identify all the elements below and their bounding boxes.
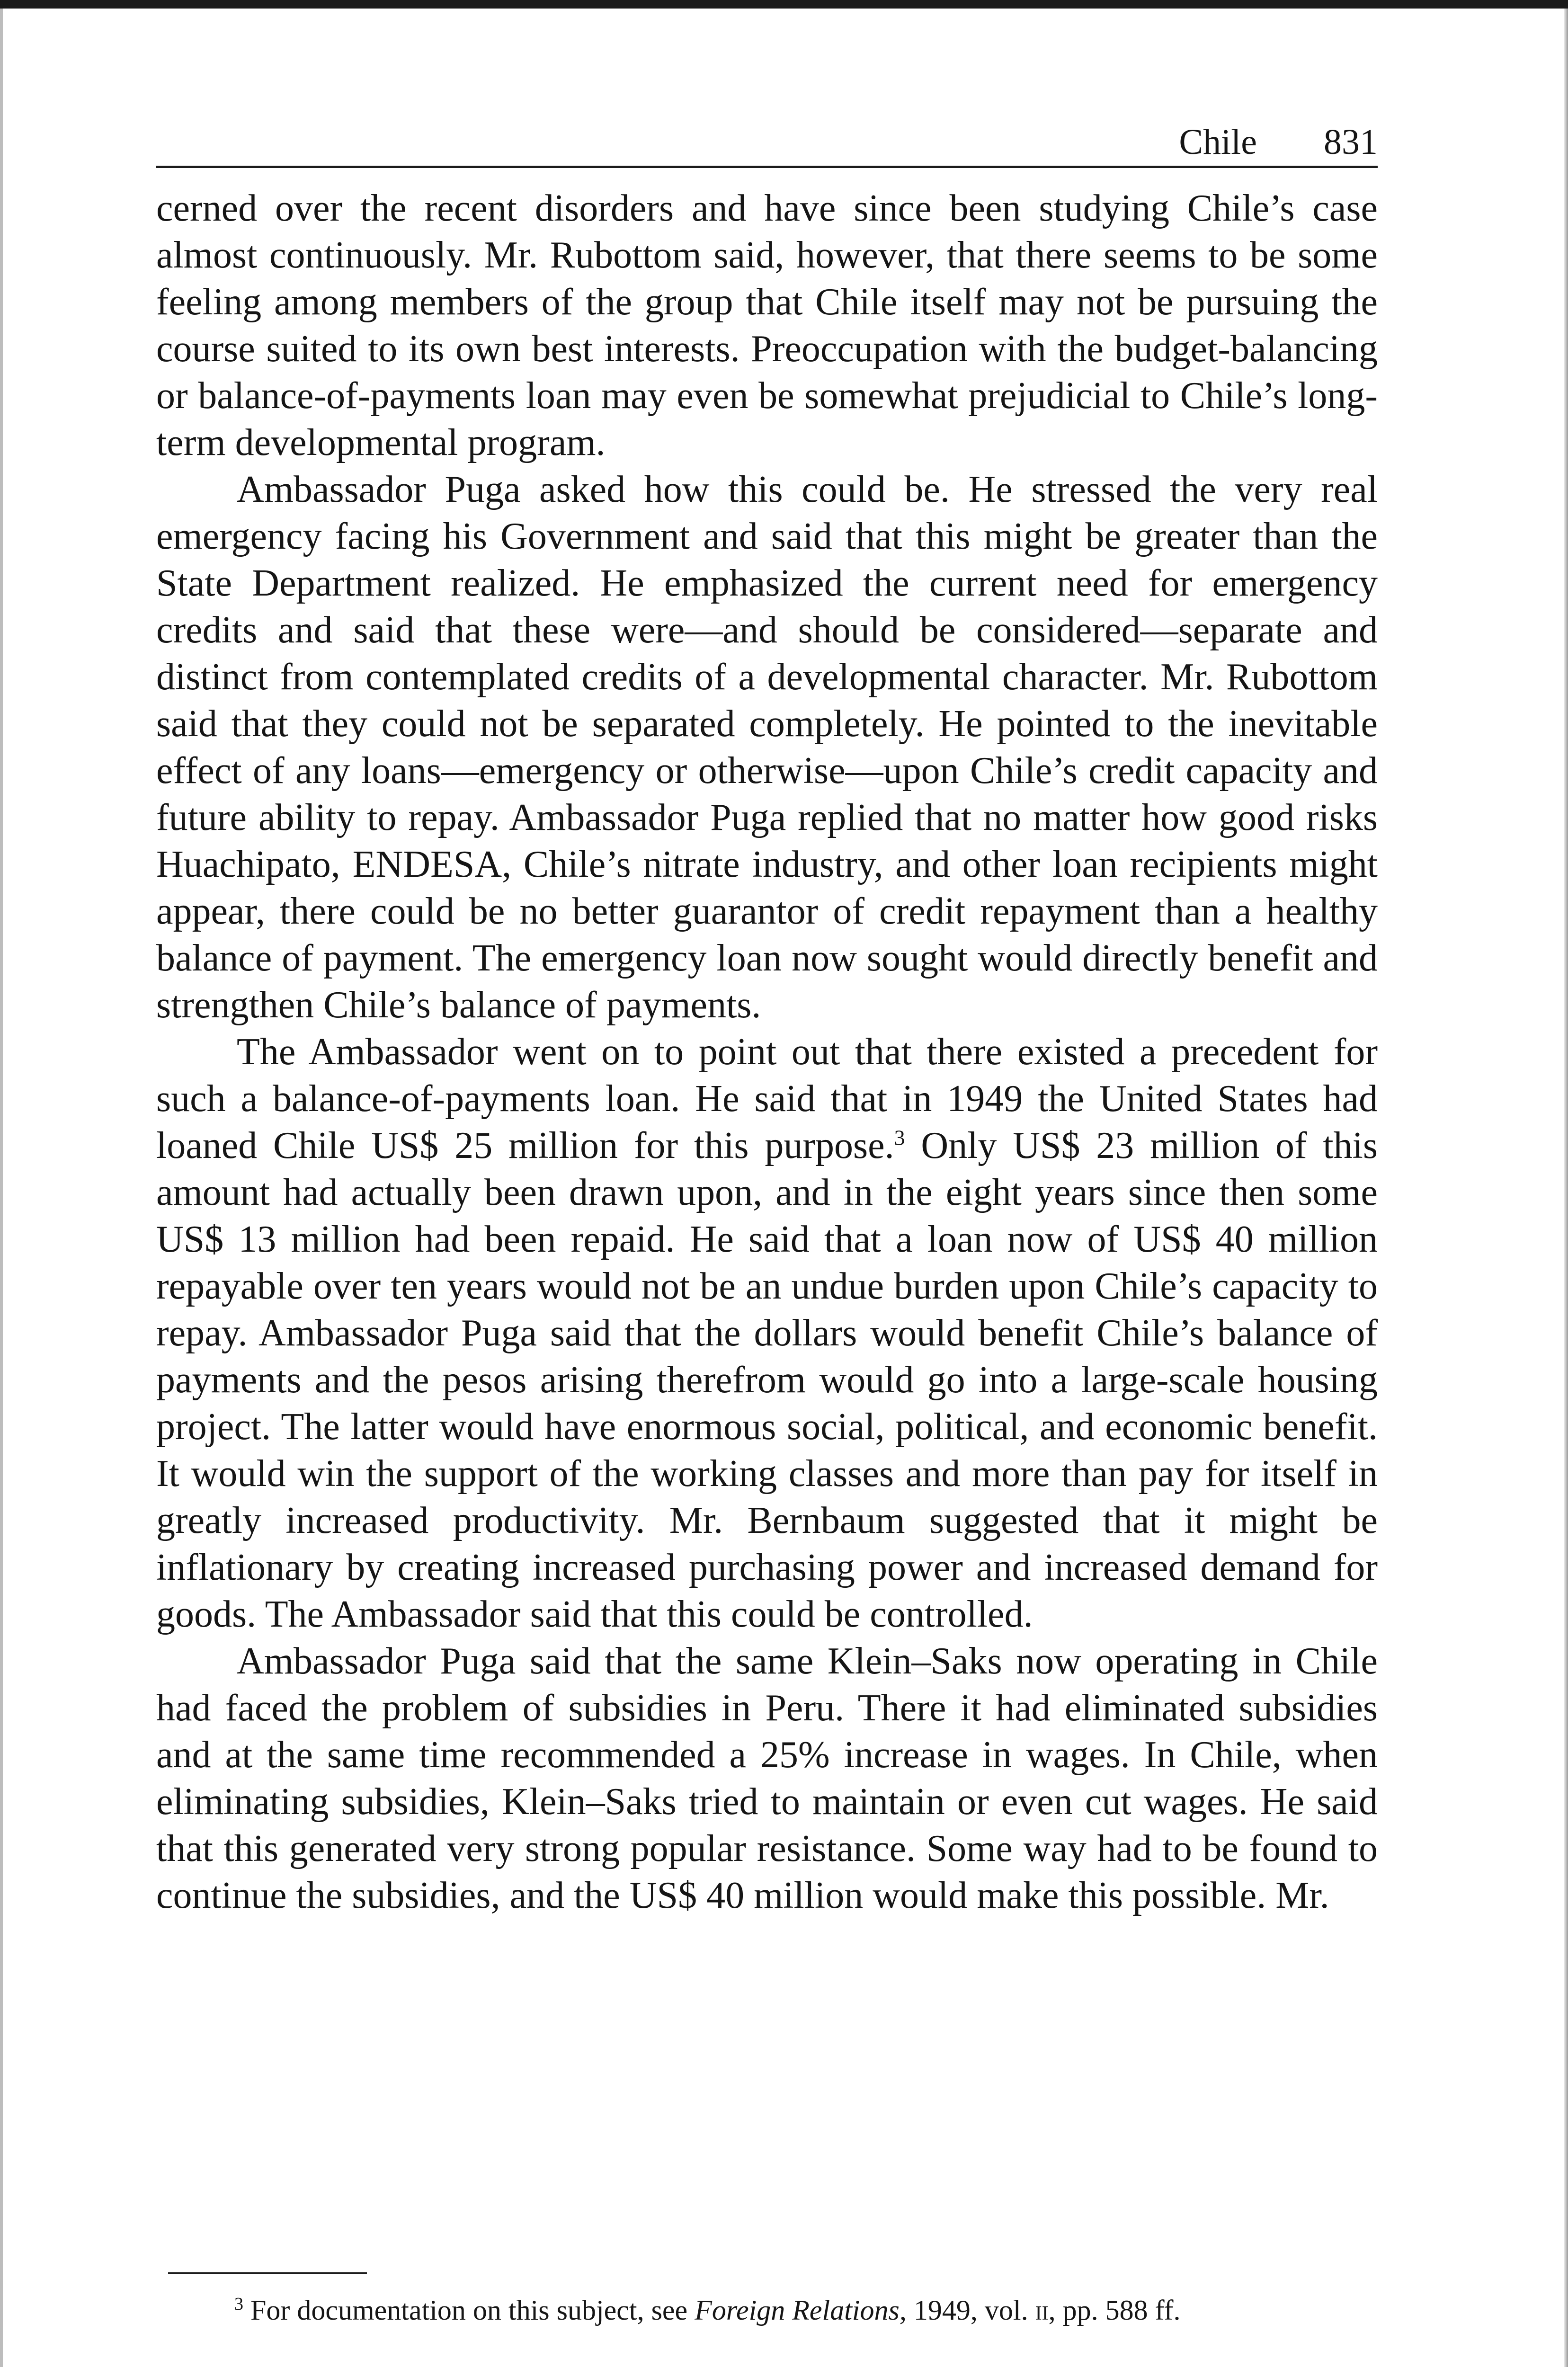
paragraph-3-text-after-note: Only US$ 23 million of this amount had actually been drawn upon, and in the eight years since then some US$ 13 million had been repaid. He said that a loan now of US$ 40 million repayable over ten years would not be an undue burden upon Chile’s capacity to repay. Ambassador Puga said that the dollars would benefit Chile’s balance of payments and the pesos arising therefrom would go into a large-scale housing project. The latter would have enormous social, political, and economic benefit. It would win the support of the working classes and more than pay for itself in greatly increased productivity. Mr. Bernbaum suggested that it might be inflationary by creating increased purchasing power and increased demand for goods. The Ambassador said that this could be controlled. bbox=[156, 1125, 1378, 1635]
footnote-3 bbox=[234, 2291, 1380, 2329]
document-page bbox=[156, 109, 1378, 1919]
page-number: 831 bbox=[1324, 122, 1378, 162]
paragraph-4: Ambassador Puga said that the same Klein–Saks now operating in Chile had faced the problem of subsidies in Peru. There it had eliminated subsidies and at the same time recommended a 25% increase in wages. In Chile, when eliminating subsidies, Klein–Saks tried to maintain or even cut wages. He said that this generated very strong popular resistance. Some way had to be found to continue the subsidies, and the US$ 40 million would make this possible. Mr. bbox=[156, 1640, 1378, 1916]
running-head-title: Chile bbox=[1179, 122, 1257, 162]
footnote-marker: 3 bbox=[234, 2294, 243, 2314]
paragraph-2: Ambassador Puga asked how this could be. He stressed the very real emergency facing his Government and said that this might be greater than the State Department realized. He emphasized the current need for emergency credits and said that these were—and should be considered—separate and distinct from contemplated credits of a developmental character. Mr. Rubottom said that they could not be separated completely. He pointed to the inevitable effect of any loans—emergency or otherwise—upon Chile’s credit capacity and future ability to repay. Ambassador Puga replied that no matter how good risks Huachipato, ENDESA, Chile’s nitrate industry, and other loan recipients might appear, there could be no better guarantor of credit repayment than a healthy balance of payment. The emergency loan now sought would directly benefit and strengthen Chile’s balance of payments. bbox=[156, 469, 1378, 1026]
footnote-reference-3: 3 bbox=[894, 1125, 905, 1150]
paragraph-3-text-before-note: The Ambassador went on to point out that there existed a precedent for such a balance-of-payments loan. He said that in 1949 the United States had loaned Chile US$ 25 million for this purpose. bbox=[156, 1031, 1378, 1166]
scan-top-border bbox=[0, 0, 1568, 9]
footnote-pages: , pp. 588 ff. bbox=[1048, 2295, 1181, 2326]
footnote-text-before: For documentation on this subject, see bbox=[243, 2295, 695, 2326]
footnote-volume: ii bbox=[1035, 2295, 1049, 2326]
scan-left-edge bbox=[0, 9, 3, 2367]
footnote-publication: Foreign Relations, bbox=[695, 2295, 907, 2326]
body-text bbox=[156, 185, 1378, 1919]
scan-right-edge bbox=[1564, 9, 1568, 2367]
paragraph-3 bbox=[156, 1029, 1378, 1638]
footnote-rule bbox=[168, 2272, 367, 2274]
footnote-year: 1949, vol. bbox=[906, 2295, 1035, 2326]
running-head bbox=[156, 109, 1378, 168]
paragraph-1: cerned over the recent disorders and have since been studying Chile’s case almost continuously. Mr. Rubottom said, however, that there seems to be some feeling among members of the group that Chile itself may not be pursuing the course suited to its own best interests. Preoccupation with the budget-balancing or balance-of-payments loan may even be somewhat prejudicial to Chile’s long-term developmental program. bbox=[156, 187, 1378, 463]
